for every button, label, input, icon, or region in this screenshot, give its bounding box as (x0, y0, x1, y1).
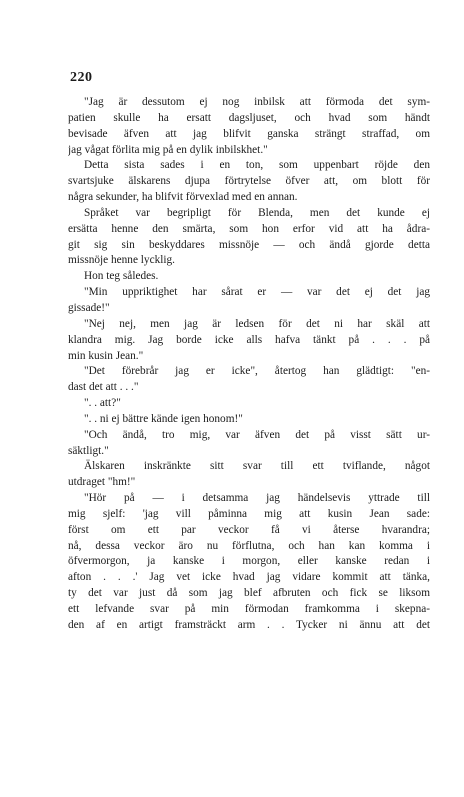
text-line: ". . att?" (84, 397, 121, 410)
text-line: "Nej nej, men jag är ledsen för det ni har skäl att (84, 317, 430, 330)
text-line: ". . ni ej bättre kände igen honom!" (84, 412, 243, 425)
text-line: Hon teg således. (84, 270, 159, 283)
text-line: "Min uppriktighet har sårat er — var det ej det jag (84, 286, 430, 299)
text-line: missnöje henne lycklig. (68, 254, 175, 267)
text-line: först om ett par veckor få vi återse hvarandra; (68, 523, 430, 536)
text-line: Språket var begripligt för Blenda, men det kunde ej (84, 206, 430, 219)
text-line: git sig sin beskyddares missnöje — och ändå gjorde detta (68, 238, 430, 251)
text-line: dast det att . . ." (68, 381, 139, 394)
page-number: 220 (70, 70, 93, 85)
text-line: mig sjelf: 'jag vill påminna mig att kusin Jean sade: (68, 507, 430, 520)
text-line: gissade!" (68, 301, 110, 314)
text-line: öfvermorgon, ja kanske i morgon, eller kanske redan i (68, 555, 430, 568)
text-line: Älskaren inskränkte sitt svar till ett tviflande, något (84, 460, 430, 473)
text-line: "Hör på — i detsamma jag händelsevis yttrade till (84, 492, 430, 505)
body-text (68, 95, 430, 634)
text-line: min kusin Jean." (68, 349, 144, 362)
text-line: några sekunder, ha blifvit förvexlad med en annan. (68, 191, 298, 204)
text-line: säktligt." (68, 444, 109, 457)
text-line: "Jag är dessutom ej nog inbilsk att förmoda det sym- (84, 96, 430, 108)
text-line: bevisade äfven att jag blifvit ganska strängt straffad, om (68, 127, 430, 140)
text-line: jag vågat förlita mig på en dylik inbilskhet." (68, 143, 268, 156)
text-line: Detta sista sades i en ton, som uppenbart röjde den (84, 159, 430, 172)
text-line: afton . . .' Jag vet icke hvad jag vidare kommit att tänka, (68, 571, 430, 584)
text-line: svartsjuke älskarens djupa förtrytelse öfver att, om blott för (68, 175, 430, 188)
text-line: "Och ändå, tro mig, var äfven det på visst sätt ur- (84, 428, 430, 441)
text-line: utdraget "hm!" (68, 476, 136, 489)
text-line: "Det förebrår jag er icke", återtog han glädtigt: "en- (84, 365, 430, 378)
text-line: ty det var just då som jag blef afbruten och fick se liksom (68, 587, 430, 600)
text-line: den af en artigt framsträckt arm . . Tycker ni ännu att det (68, 618, 430, 631)
text-line: nå, dessa veckor äro nu förflutna, och han kan komma i (68, 539, 430, 552)
text-line: klandra mig. Jag borde icke alls hafva tänkt på . . . på (68, 333, 430, 346)
text-line: ett lefvande svar på min förmodan framkomma i skepna- (68, 603, 430, 615)
text-line: patien skulle ha ersatt dagsljuset, och hvad som händt (68, 111, 430, 124)
text-line: ersätta henne den smärta, som hon erfor vid att ha ådra- (68, 222, 430, 235)
